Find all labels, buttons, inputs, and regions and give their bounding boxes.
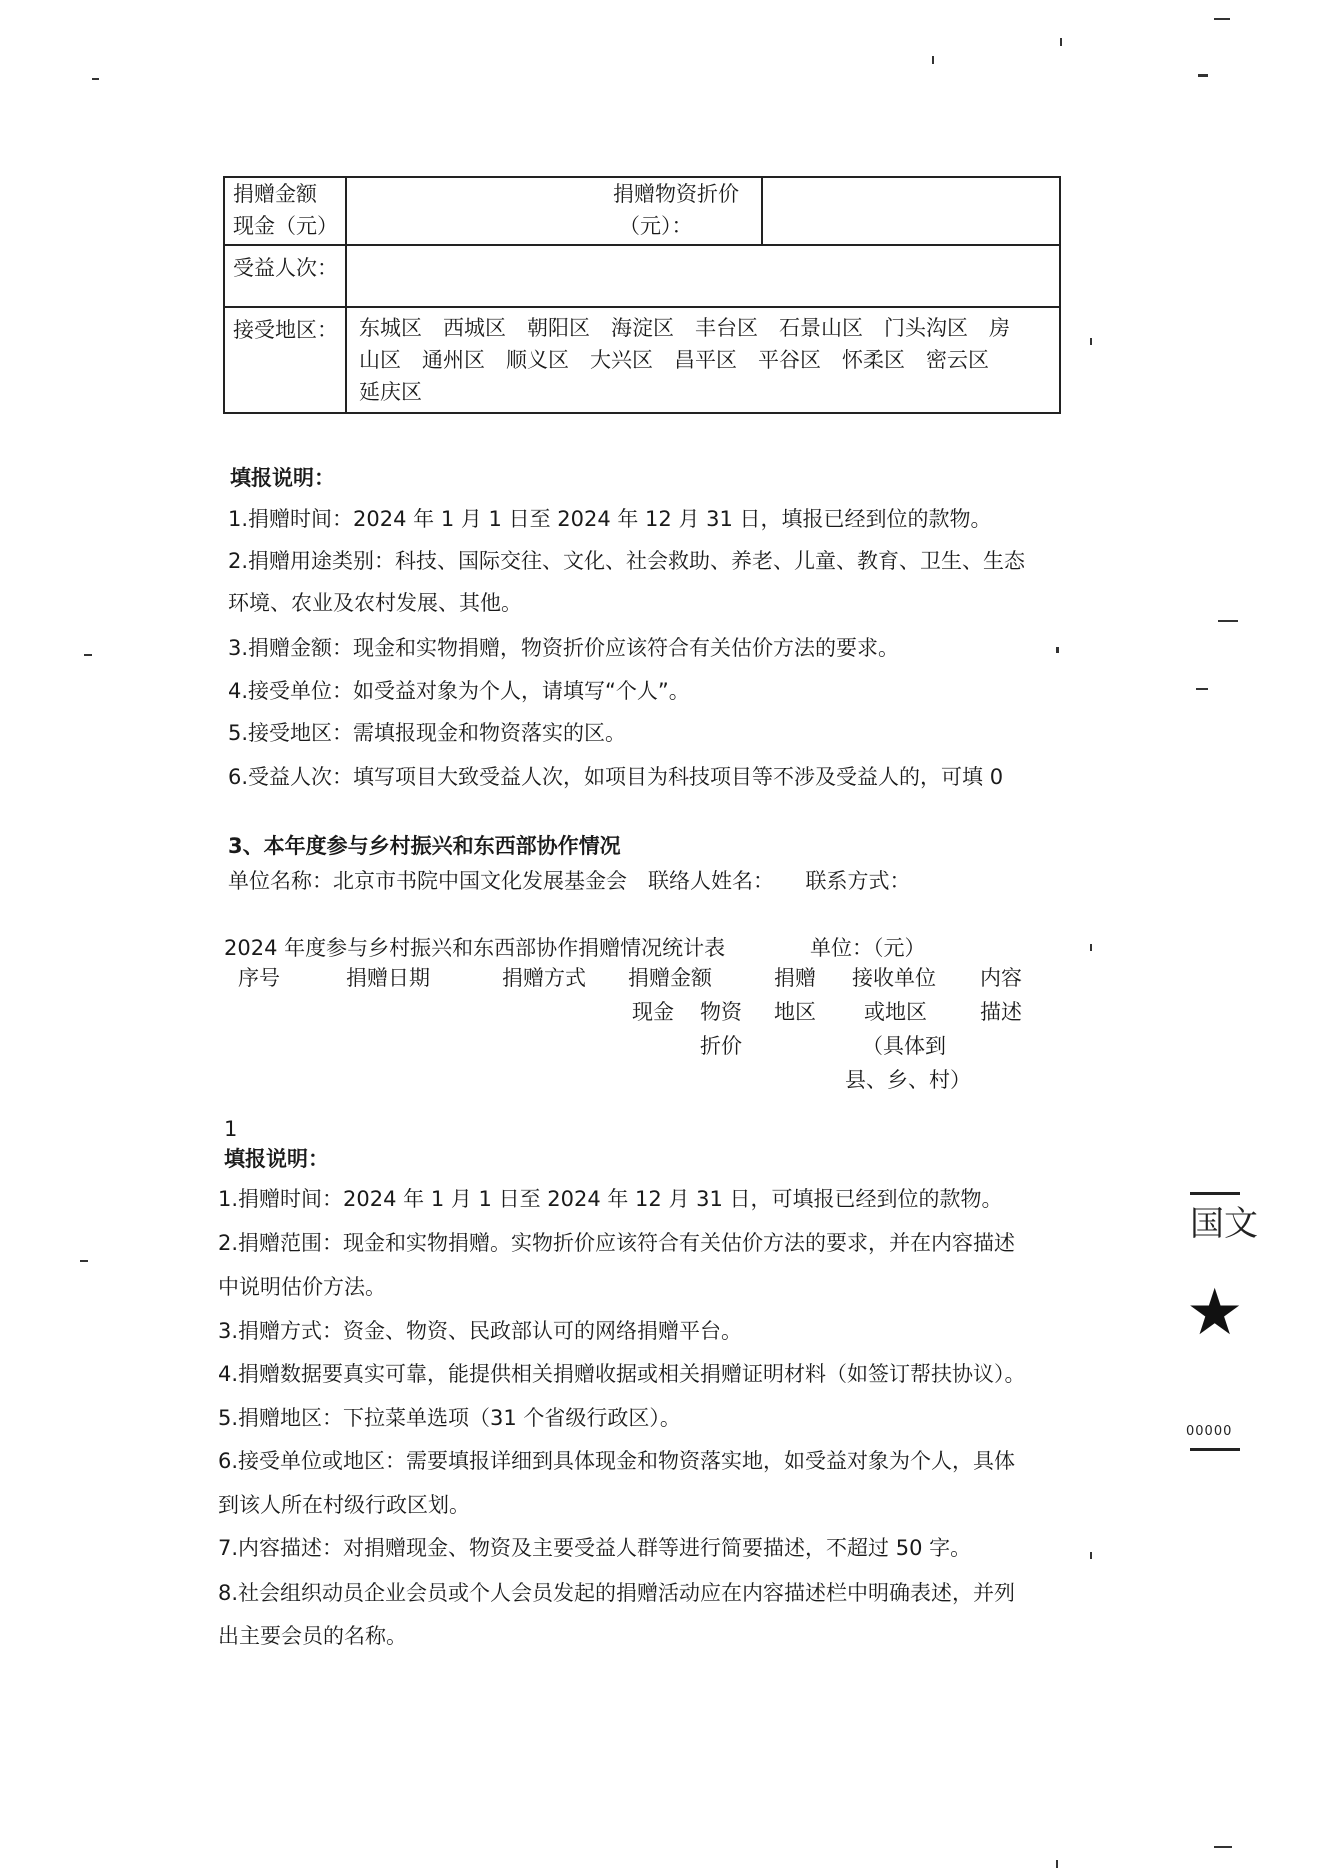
notes-1-item: 5.接受地区：需填报现金和物资落实的区。 (228, 721, 627, 745)
district-list-line2: 山区 通州区 顺义区 大兴区 昌平区 平谷区 怀柔区 密云区 (359, 348, 989, 372)
scan-speck (1218, 620, 1238, 622)
star-icon: ★ (1186, 1276, 1244, 1350)
notes-1-item: 4.接受单位：如受益对象为个人，请填写“个人”。 (228, 679, 690, 703)
header-description: 内容 (980, 966, 1022, 990)
scan-speck (1196, 688, 1208, 690)
seal-border-top (1190, 1192, 1240, 1195)
notes-2-item: 4.捐赠数据要真实可靠，能提供相关捐赠收据或相关捐赠证明材料（如签订帮扶协议）。 (218, 1362, 1026, 1386)
header-receiver: 接收单位 (852, 966, 936, 990)
in-kind-value-label-line2: （元）： (619, 214, 693, 238)
header-receiver-2: 或地区 (864, 1000, 927, 1024)
notes-2-item: 1.捐赠时间：2024 年 1 月 1 日至 2024 年 12 月 31 日，可填报已经到位的款物。 (218, 1187, 1003, 1211)
header-amount: 捐赠金额 (628, 966, 712, 990)
notes-2-item: 出主要会员的名称。 (218, 1624, 407, 1648)
header-date: 捐赠日期 (346, 966, 430, 990)
district-list-line3: 延庆区 (359, 380, 422, 404)
scan-speck (1090, 338, 1092, 345)
header-seq: 序号 (238, 966, 280, 990)
scan-speck (932, 56, 934, 64)
scan-speck (1214, 18, 1230, 20)
in-kind-value-label-line1: 捐赠物资折价 (613, 182, 739, 206)
notes-2-item: 到该人所在村级行政区划。 (218, 1493, 470, 1517)
district-label: 接受地区： (233, 318, 338, 342)
scan-speck (1090, 944, 1092, 951)
notes-2-item: 2.捐赠范围：现金和实物捐赠。实物折价应该符合有关估价方法的要求，并在内容描述 (218, 1231, 1016, 1255)
notes-2-item: 8.社会组织动员企业会员或个人会员发起的捐赠活动应在内容描述栏中明确表述，并列 (218, 1581, 1016, 1605)
cash-amount-label-line2: 现金（元） (233, 214, 338, 238)
seal-text: 国文 (1190, 1204, 1258, 1244)
header-receiver-4: 县、乡、村） (845, 1068, 971, 1092)
scan-speck (1056, 647, 1059, 653)
header-cash: 现金 (632, 1000, 674, 1024)
cash-amount-label-line1: 捐赠金额 (233, 182, 317, 206)
section-3-heading: 3、本年度参与乡村振兴和东西部协作情况 (228, 834, 621, 858)
header-in-kind-2: 折价 (700, 1034, 742, 1058)
scan-speck (1056, 1860, 1058, 1868)
scan-speck (1198, 74, 1208, 77)
stats-table-unit: 单位：（元） (810, 936, 926, 960)
header-receiver-3: （具体到 (862, 1034, 946, 1058)
beneficiaries-label: 受益人次： (233, 256, 338, 280)
notes-1-item: 2.捐赠用途类别：科技、国际交往、文化、社会救助、养老、儿童、教育、卫生、生态 (228, 549, 1026, 573)
header-region: 捐赠 (774, 966, 816, 990)
scan-speck (84, 654, 92, 656)
header-region-2: 地区 (774, 1000, 816, 1024)
seal-stamp (1188, 1196, 1308, 1254)
seal-digits: 00000 (1186, 1424, 1233, 1439)
header-in-kind: 物资 (700, 1000, 742, 1024)
notes-1-item: 3.捐赠金额：现金和实物捐赠，物资折价应该符合有关估价方法的要求。 (228, 636, 900, 660)
notes-2-item: 3.捐赠方式：资金、物资、民政部认可的网络捐赠平台。 (218, 1319, 743, 1343)
scan-speck (1214, 1846, 1232, 1848)
notes-1-item: 6.受益人次：填写项目大致受益人次，如项目为科技项目等不涉及受益人的，可填 0 (228, 765, 1004, 789)
notes-2-item: 5.捐赠地区：下拉菜单选项（31 个省级行政区）。 (218, 1406, 681, 1430)
donation-summary-table (223, 176, 1061, 414)
stats-table-title: 2024 年度参与乡村振兴和东西部协作捐赠情况统计表 (224, 936, 726, 960)
notes-2-item: 7.内容描述：对捐赠现金、物资及主要受益人群等进行简要描述，不超过 50 字。 (218, 1536, 972, 1560)
scan-speck (1090, 1552, 1092, 1559)
header-description-2: 描述 (980, 1000, 1022, 1024)
notes-1-item: 环境、农业及农村发展、其他。 (228, 591, 522, 615)
notes-2-item: 6.接受单位或地区：需要填报详细到具体现金和物资落实地，如受益对象为个人，具体 (218, 1449, 1016, 1473)
notes-2-item: 中说明估价方法。 (218, 1275, 386, 1299)
seal-border-bottom (1190, 1448, 1240, 1451)
scan-speck (1060, 38, 1062, 46)
table-row-number: 1 (224, 1117, 238, 1141)
header-method: 捐赠方式 (502, 966, 586, 990)
notes-1-title: 填报说明： (230, 466, 335, 490)
notes-1-item: 1.捐赠时间：2024 年 1 月 1 日至 2024 年 12 月 31 日，填报已经到位的款物。 (228, 507, 992, 531)
notes-2-title: 填报说明： (224, 1147, 329, 1171)
district-list-line1: 东城区 西城区 朝阳区 海淀区 丰台区 石景山区 门头沟区 房 (359, 316, 1010, 340)
scan-speck (92, 78, 99, 80)
scan-speck (80, 1260, 88, 1262)
unit-contact-line: 单位名称：北京市书院中国文化发展基金会 联络人姓名： 联系方式： (228, 869, 911, 893)
